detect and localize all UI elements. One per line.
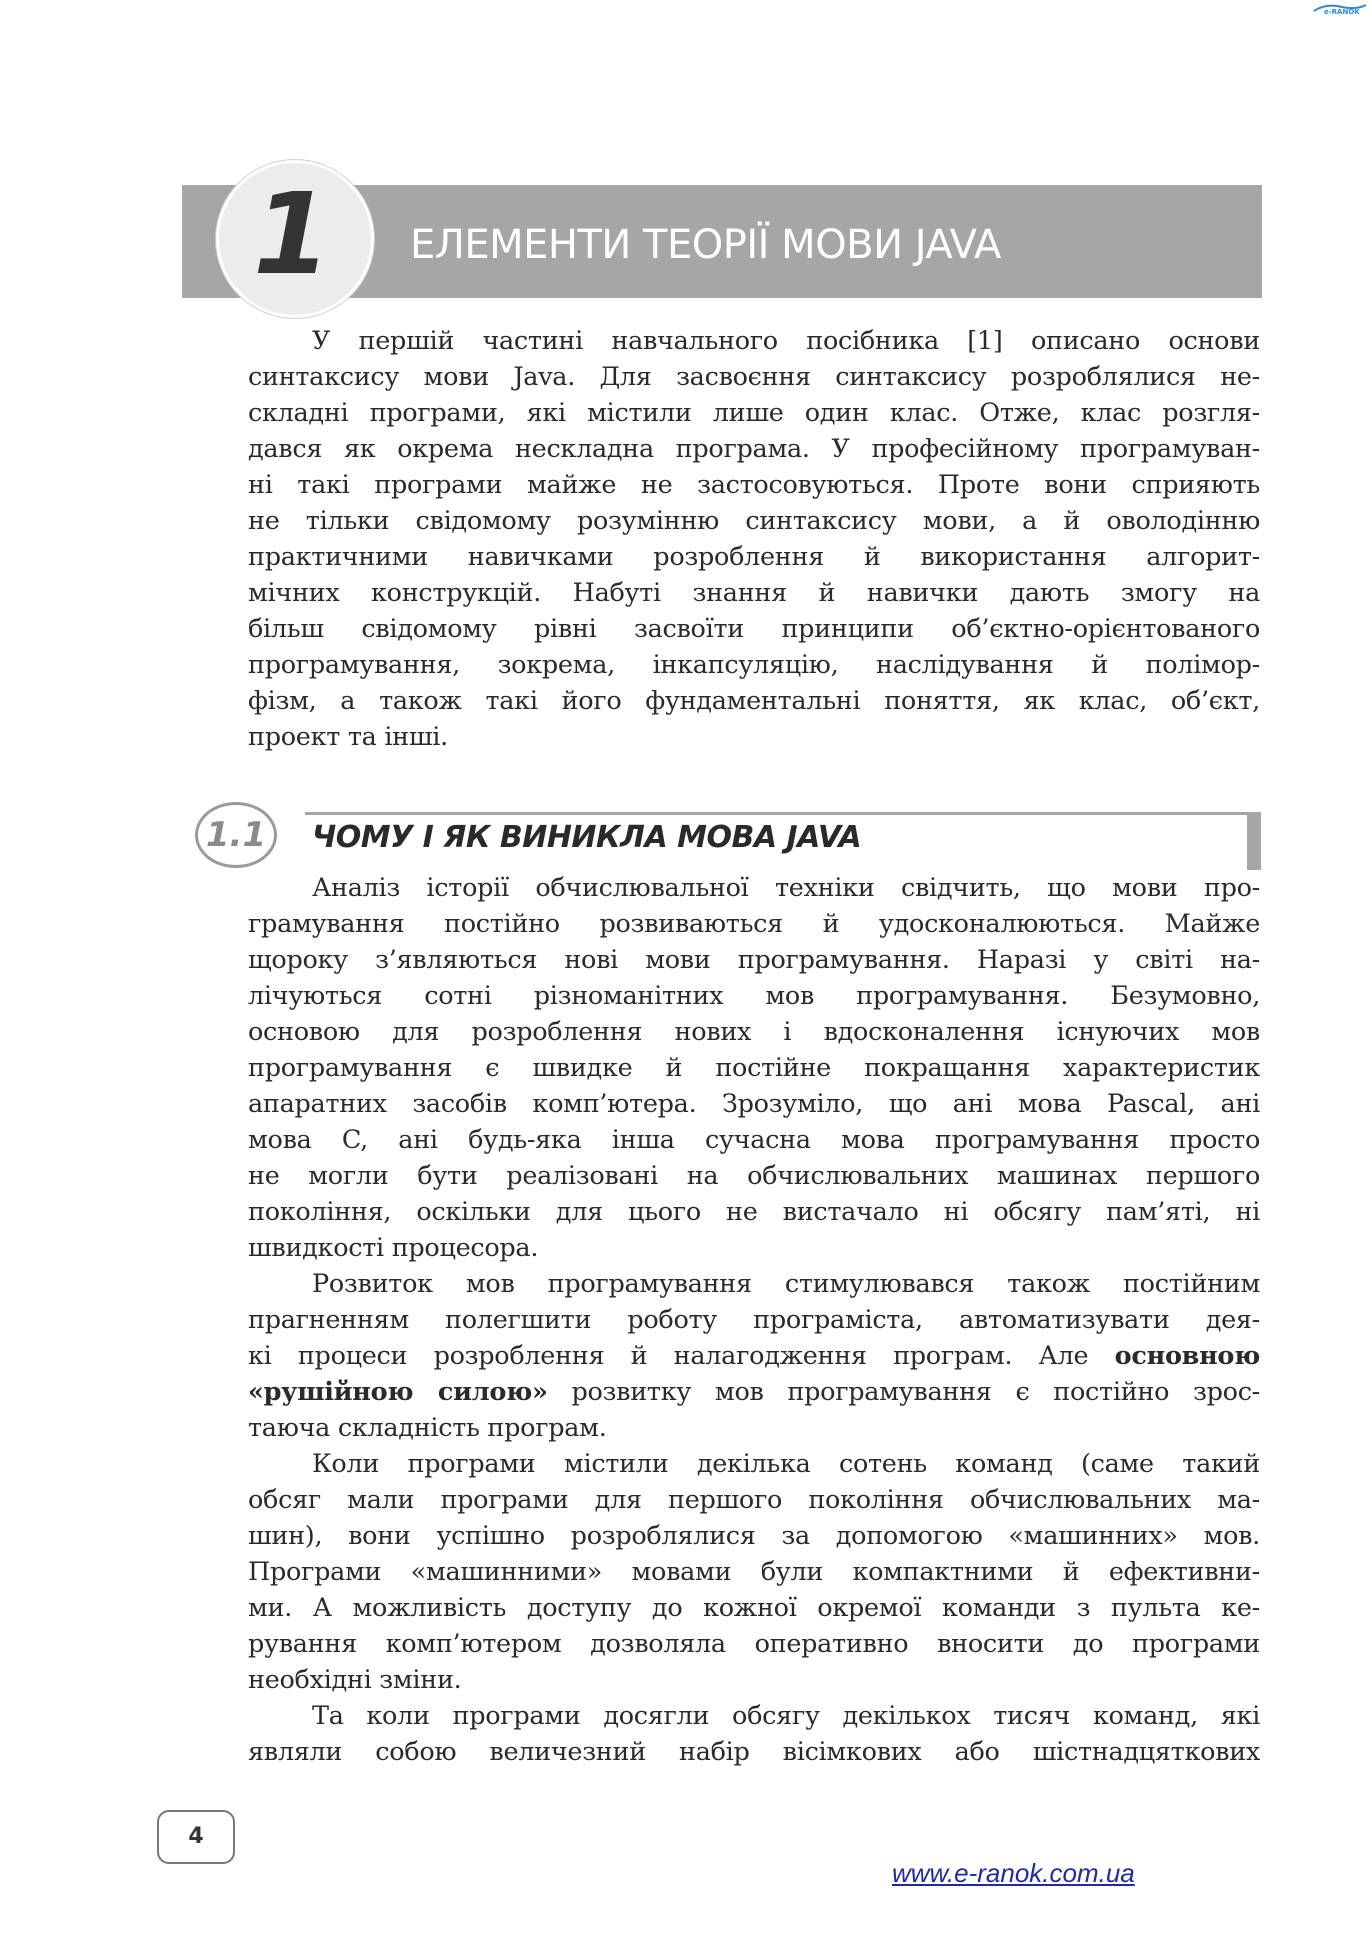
text-line: таюча складність програм. — [248, 1413, 607, 1443]
text-line: апаратних засобів комп’ютера. Зрозуміло, що ані мова Pascal, ані — [248, 1089, 1260, 1119]
text-line: являли собою величезний набір вісімкових або шістнадцяткових — [248, 1737, 1260, 1767]
section-number: 1.1 — [205, 815, 267, 855]
text-line: покоління, оскільки для цього не вистачало ні обсягу пам’яті, ні — [248, 1197, 1260, 1227]
page-number: 4 — [157, 1810, 235, 1864]
text-line: основою для розроблення нових і вдосконалення існуючих мов — [248, 1017, 1260, 1047]
text-line: ні такі програми майже не застосовуються. Проте вони сприяють — [248, 470, 1260, 500]
text-line: фізм, а також такі його фундаментальні поняття, як клас, об’єкт, — [248, 686, 1260, 716]
text-line: Та коли програми досягли обсягу декількох тисяч команд, які — [312, 1701, 1260, 1731]
footer-website-link[interactable]: www.e-ranok.com.ua — [892, 1858, 1135, 1888]
text-line: прагненням полегшити роботу програміста, автоматизувати дея- — [248, 1305, 1260, 1335]
text-line: синтаксису мови Java. Для засвоєння синтаксису розроблялися не- — [248, 362, 1260, 392]
bold-text: основною — [1114, 1341, 1260, 1371]
text-line: програмування, зокрема, інкапсуляцію, наслідування й полімор- — [248, 650, 1260, 680]
text-line: швидкості процесора. — [248, 1233, 539, 1263]
text-line: не могли бути реалізовані на обчислювальних машинах першого — [248, 1161, 1260, 1191]
text-line: програмування є швидке й постійне покращання характеристик — [248, 1053, 1260, 1083]
text-line: необхідні зміни. — [248, 1665, 462, 1695]
text-line: рування комп’ютером дозволяла оперативно вносити до програми — [248, 1629, 1260, 1659]
text-line: дався як окрема нескладна програма. У професійному програмуван- — [248, 434, 1260, 464]
text-line: складні програми, які містили лише один клас. Отже, клас розгля- — [248, 398, 1260, 428]
text-line: обсяг мали програми для першого покоління обчислювальних ма- — [248, 1485, 1260, 1515]
text-line: більш свідомому рівні засвоїти принципи об’єктно-орієнтованого — [248, 614, 1260, 644]
body-paragraph-4 — [248, 1698, 1260, 1770]
text-line: лічуються сотні різноманітних мов програмування. Безумовно, — [248, 981, 1260, 1011]
chapter-number: 1 — [253, 170, 331, 300]
text-line: шин), вони успішно розроблялися за допомогою «машинних» мов. — [248, 1521, 1260, 1551]
body-paragraph-3 — [248, 1446, 1260, 1698]
text-line: практичними навичками розроблення й використання алгорит- — [248, 542, 1260, 572]
text-line — [248, 1374, 1260, 1410]
text-line: Розвиток мов програмування стимулювався також постійним — [312, 1269, 1260, 1299]
text-line — [248, 1338, 1260, 1374]
chapter-title: ЕЛЕМЕНТИ ТЕОРІЇ МОВИ JAVA — [410, 222, 1001, 268]
logo-text: e-RANOK — [1324, 8, 1360, 16]
section-header-rule — [305, 812, 1248, 815]
e-ranok-logo — [1312, 2, 1368, 16]
text-run: кі процеси розроблення й налагодження програм. Але — [248, 1341, 1115, 1371]
text-line: У першій частині навчального посібника [1] описано основи — [312, 326, 1260, 356]
text-line: Програми «машинними» мовами були компактними й ефективни- — [248, 1557, 1260, 1587]
text-line: проект та інші. — [248, 722, 448, 752]
text-run: розвитку мов програмування є постійно зрос- — [547, 1377, 1260, 1407]
text-line: щороку з’являються нові мови програмування. Наразі у світі на- — [248, 945, 1260, 975]
body-paragraph-1 — [248, 870, 1260, 1266]
section-header-rule-edge — [1247, 812, 1261, 870]
text-line: грамування постійно розвиваються й удосконалюються. Майже — [248, 909, 1260, 939]
text-line: мова C, ані будь-яка інша сучасна мова програмування просто — [248, 1125, 1260, 1155]
text-line: не тільки свідомому розумінню синтаксису мови, а й оволодінню — [248, 506, 1260, 536]
text-line: мічних конструкцій. Набуті знання й навички дають змогу на — [248, 578, 1260, 608]
text-line: ми. А можливість доступу до кожної окремої команди з пульта ке- — [248, 1593, 1260, 1623]
section-title: ЧОМУ І ЯК ВИНИКЛА МОВА JAVA — [312, 820, 862, 855]
intro-paragraph — [248, 323, 1260, 755]
body-paragraph-2 — [248, 1266, 1260, 1446]
text-line: Аналіз історії обчислювальної техніки свідчить, що мови про- — [312, 873, 1260, 903]
bold-text: «рушійною силою» — [248, 1377, 548, 1407]
text-line: Коли програми містили декілька сотень команд (саме такий — [312, 1449, 1260, 1479]
